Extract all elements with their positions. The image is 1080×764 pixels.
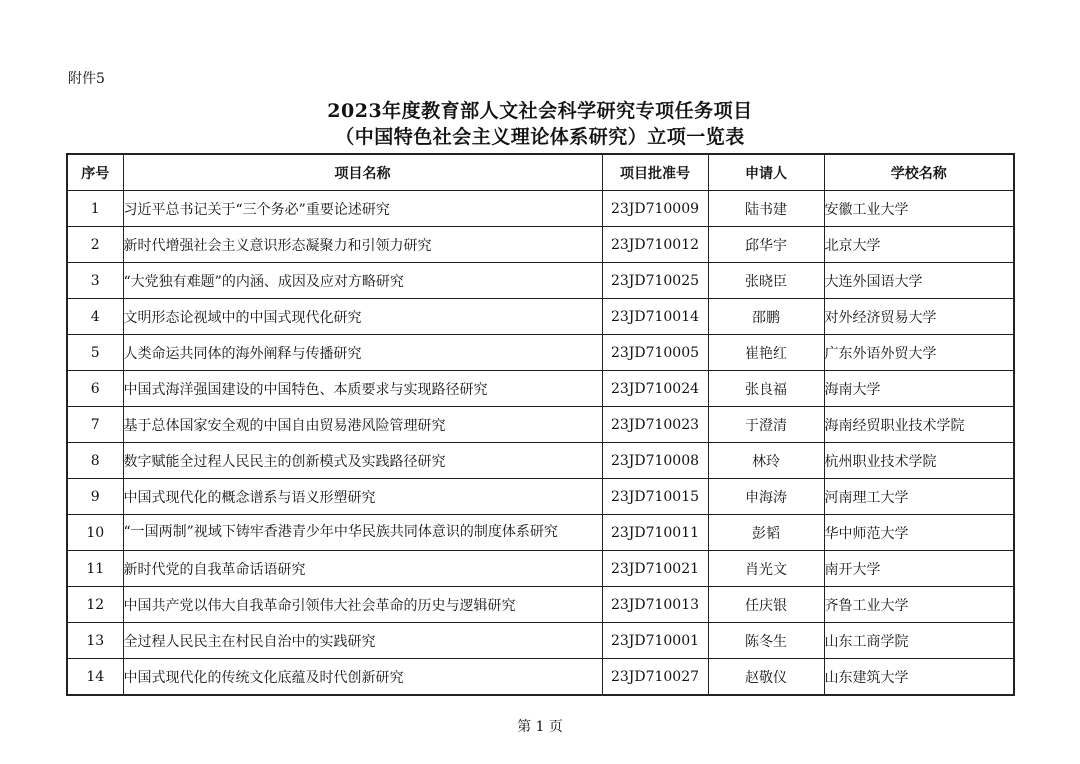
cell-applicant: 于澄清	[708, 407, 824, 443]
page-title-line2: （中国特色社会主义理论体系研究）立项一览表	[335, 126, 745, 148]
cell-applicant: 张良福	[708, 371, 824, 407]
cell-no: 2	[67, 227, 123, 263]
table-row	[67, 371, 1014, 407]
cell-project-name: 文明形态论视域中的中国式现代化研究	[123, 299, 602, 335]
cell-no: 1	[67, 191, 123, 227]
cell-project-name: “大党独有难题”的内涵、成因及应对方略研究	[123, 263, 602, 299]
cell-project-name: 新时代党的自我革命话语研究	[123, 551, 602, 587]
cell-project-name: 数字赋能全过程人民民主的创新模式及实践路径研究	[123, 443, 602, 479]
cell-project-name: “一国两制”视域下铸牢香港青少年中华民族共同体意识的制度体系研究	[123, 515, 602, 551]
cell-applicant: 陆书建	[708, 191, 824, 227]
table-header-row	[67, 154, 1014, 191]
cell-school: 广东外语外贸大学	[824, 335, 1014, 371]
cell-approval-code: 23JD710013	[602, 587, 708, 623]
cell-no: 11	[67, 551, 123, 587]
cell-school: 河南理工大学	[824, 479, 1014, 515]
cell-project-name: 中国共产党以伟大自我革命引领伟大社会革命的历史与逻辑研究	[123, 587, 602, 623]
cell-approval-code: 23JD710001	[602, 623, 708, 659]
cell-applicant: 陈冬生	[708, 623, 824, 659]
cell-applicant: 林玲	[708, 443, 824, 479]
cell-no: 7	[67, 407, 123, 443]
cell-approval-code: 23JD710014	[602, 299, 708, 335]
table-row	[67, 191, 1014, 227]
table-row	[67, 551, 1014, 587]
cell-no: 9	[67, 479, 123, 515]
cell-school: 山东建筑大学	[824, 659, 1014, 696]
page-number: 第 1 页	[517, 719, 563, 735]
table-row	[67, 659, 1014, 696]
header-approval-code: 项目批准号	[602, 154, 708, 191]
table-row	[67, 299, 1014, 335]
attachment-label: 附件5	[68, 71, 105, 87]
cell-approval-code: 23JD710023	[602, 407, 708, 443]
cell-applicant: 张晓臣	[708, 263, 824, 299]
table-row	[67, 227, 1014, 263]
cell-approval-code: 23JD710011	[602, 515, 708, 551]
cell-applicant: 崔艳红	[708, 335, 824, 371]
cell-school: 安徽工业大学	[824, 191, 1014, 227]
cell-applicant: 彭韬	[708, 515, 824, 551]
header-applicant: 申请人	[708, 154, 824, 191]
cell-school: 海南经贸职业技术学院	[824, 407, 1014, 443]
cell-school: 海南大学	[824, 371, 1014, 407]
header-no: 序号	[67, 154, 123, 191]
cell-approval-code: 23JD710025	[602, 263, 708, 299]
cell-school: 山东工商学院	[824, 623, 1014, 659]
cell-school: 华中师范大学	[824, 515, 1014, 551]
table-row	[67, 335, 1014, 371]
cell-approval-code: 23JD710024	[602, 371, 708, 407]
cell-no: 5	[67, 335, 123, 371]
cell-no: 13	[67, 623, 123, 659]
header-project-name: 项目名称	[123, 154, 602, 191]
cell-approval-code: 23JD710008	[602, 443, 708, 479]
cell-school: 南开大学	[824, 551, 1014, 587]
cell-school: 齐鲁工业大学	[824, 587, 1014, 623]
cell-no: 3	[67, 263, 123, 299]
cell-approval-code: 23JD710021	[602, 551, 708, 587]
cell-project-name: 人类命运共同体的海外阐释与传播研究	[123, 335, 602, 371]
table-row	[67, 515, 1014, 551]
table-row	[67, 623, 1014, 659]
cell-school: 大连外国语大学	[824, 263, 1014, 299]
page-title-line1: 2023年度教育部人文社会科学研究专项任务项目	[327, 100, 753, 122]
table-row	[67, 443, 1014, 479]
cell-applicant: 申海涛	[708, 479, 824, 515]
table-row	[67, 587, 1014, 623]
table-row	[67, 263, 1014, 299]
cell-applicant: 赵敬仪	[708, 659, 824, 696]
cell-no: 4	[67, 299, 123, 335]
cell-school: 北京大学	[824, 227, 1014, 263]
cell-project-name: 中国式现代化的传统文化底蕴及时代创新研究	[123, 659, 602, 696]
cell-approval-code: 23JD710009	[602, 191, 708, 227]
cell-school: 对外经济贸易大学	[824, 299, 1014, 335]
cell-project-name: 中国式现代化的概念谱系与语义形塑研究	[123, 479, 602, 515]
table-row	[67, 407, 1014, 443]
cell-no: 12	[67, 587, 123, 623]
cell-approval-code: 23JD710005	[602, 335, 708, 371]
cell-project-name: 习近平总书记关于“三个务必”重要论述研究	[123, 191, 602, 227]
project-table	[66, 153, 1015, 696]
cell-school: 杭州职业技术学院	[824, 443, 1014, 479]
cell-no: 8	[67, 443, 123, 479]
cell-approval-code: 23JD710015	[602, 479, 708, 515]
cell-applicant: 邵鹏	[708, 299, 824, 335]
header-school: 学校名称	[824, 154, 1014, 191]
cell-applicant: 邱华宇	[708, 227, 824, 263]
cell-no: 10	[67, 515, 123, 551]
cell-approval-code: 23JD710027	[602, 659, 708, 696]
cell-project-name: 中国式海洋强国建设的中国特色、本质要求与实现路径研究	[123, 371, 602, 407]
cell-no: 14	[67, 659, 123, 696]
cell-project-name: 全过程人民民主在村民自治中的实践研究	[123, 623, 602, 659]
cell-applicant: 任庆银	[708, 587, 824, 623]
cell-project-name: 新时代增强社会主义意识形态凝聚力和引领力研究	[123, 227, 602, 263]
cell-project-name: 基于总体国家安全观的中国自由贸易港风险管理研究	[123, 407, 602, 443]
cell-applicant: 肖光文	[708, 551, 824, 587]
cell-no: 6	[67, 371, 123, 407]
cell-approval-code: 23JD710012	[602, 227, 708, 263]
table-row	[67, 479, 1014, 515]
